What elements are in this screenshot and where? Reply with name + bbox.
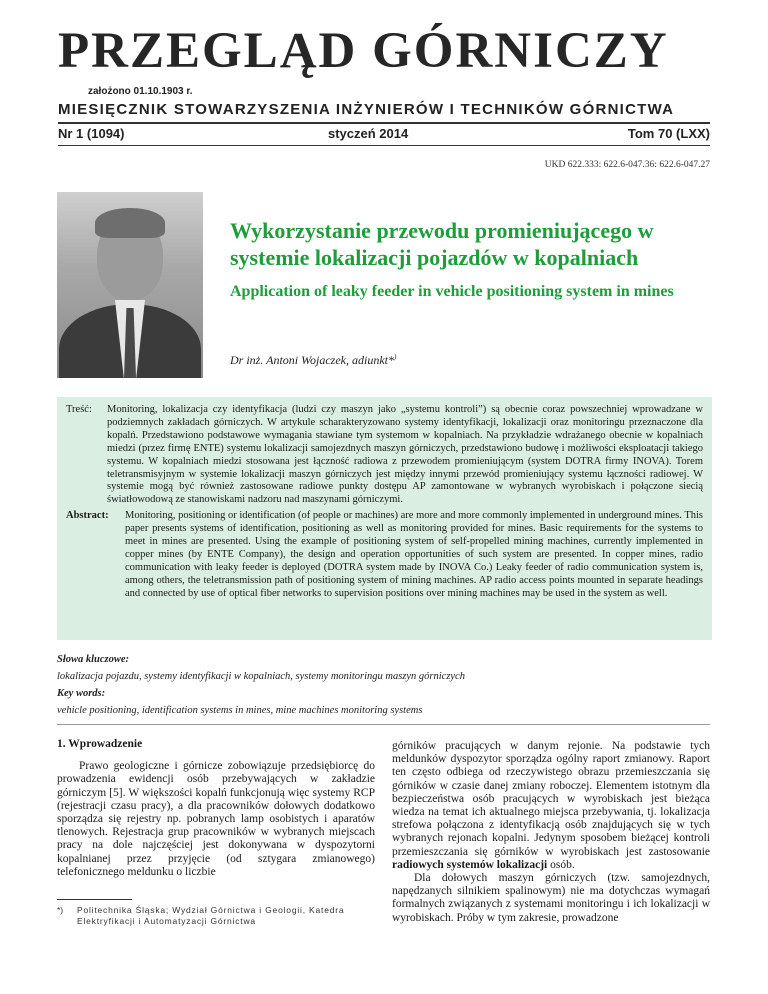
abstract-en-text: Monitoring, positioning or identification (of people or machines) are more and more commonly implemented in underground mines. This paper presents systems of identification, positioning as well as monitoring provided for mines. Basic requirements for the systems to meet in mines are presented. Using the example of positioning system of self-propelled mining machines, currently implemented in copper mines (by ENTE Company), the design and operation opportunities of such system are presented. In copper mines, radio communication with leaky feeder is deployed (DOTRA system made by INOVA Co.) Leaky feeder of radio communication system is, among others, the teletransmission path of positioning system of mining machines. AP radio access points mounted in separate headings and connected by use of optical fiber networks to supervision positions over mining machines may be used in the system as well. (125, 510, 703, 599)
keywords-en-label: Key words: (57, 688, 106, 699)
header-rule (58, 122, 710, 124)
abstract-box (57, 397, 712, 640)
issue-info (58, 126, 710, 144)
issue-volume: Tom 70 (LXX) (627, 126, 710, 141)
issue-date: styczeń 2014 (328, 126, 409, 141)
abstract-pl (66, 404, 703, 507)
author-name: Dr inż. Antoni Wojaczek, adiunkt* (230, 353, 394, 367)
abstract-pl-text: Monitoring, lokalizacja czy identyfikacja (ludzi czy maszyn jako „systemu kontroli”) są obecnie coraz powszechniej wprowadzane w podziemnych zakładach górniczych. W artykule scharakteryzowano systemy identyfikacji, lokalizacji oraz monitoringu przeznaczone dla kopalń. Przedstawiono podstawowe wymagania stawiane tym systemom w kopalniach. Na przykładzie wdrażanego obecnie w kopalniach miedzi (przez firmę ENTE) systemu lokalizacji samojezdnych maszyn górniczych, przedstawiono budowę i możliwości eksploatacji takiego systemu. W kopalniach miedzi stosowana jest łączność radiowa z przewodem promieniującym (system DOTRA firmy INOVA). Torem teletransmisyjnym w systemie lokalizacji maszyn górniczych jest między innymi przewód promieniujący systemu łączności radiowej. W systemie mogą być również zastosowane radiowe punkty dostępu AP zamontowane w wybranych wyrobiskach i połączone siecią światłowodową ze stanowiskami nadzoru nad maszynami górniczymi. (107, 404, 703, 506)
journal-title: PRZEGLĄD GÓRNICZY (58, 23, 669, 79)
author-footnote-mark: ) (394, 353, 397, 361)
body-paragraph-continued: górników pracujących w danym rejonie. Na podstawie tych meldunków dyspozytor sporządza ogólny raport zmianowy. Raport ten często odbiega od rzeczywistego obrazu przemieszczania się górników w czasie danej zmiany roboczej. Elementem istotnym dla bezpieczeństwa osób pracujących w wyrobiskach jest bieżąca wiedza na temat ich aktualnego miejsca przebywania, tj. lokalizacja strefowa połączona z identyfikacją osób znajdujących się w tych wybranych rejonach kopalni. Jedynym sposobem bieżącej kontroli przemieszczania się górników w wyrobiskach jest zastosowanie radiowych systemów lokalizacji osób. (392, 740, 710, 871)
body-paragraph: Dla dołowych maszyn górniczych (tzw. samojezdnych, napędzanych silnikiem spalinowym) nie ma dotychczas wymagań formalnych związanych z systemami monitoringu i ich lokalizacji w wyrobiskach. Próby w tym zakresie, prowadzone (392, 872, 710, 924)
keywords-en-text: vehicle positioning, identification systems in mines, mine machines monitoring systems (57, 705, 423, 716)
keywords-pl-text: lokalizacja pojazdu, systemy identyfikacji w kopalniach, systemy monitoringu maszyn górniczych (57, 671, 465, 682)
footnote (57, 905, 375, 927)
abstract-en (66, 510, 703, 600)
header-rule-bottom (58, 145, 710, 146)
article-title-pl: Wykorzystanie przewodu promieniującego w systemie lokalizacji pojazdów w kopalniach (230, 218, 654, 270)
keywords-pl-label: Słowa kluczowe: (57, 654, 130, 665)
journal-subtitle: MIESIĘCZNIK STOWARZYSZENIA INŻYNIERÓW I TECHNIKÓW GÓRNICTWA (58, 101, 675, 118)
author-photo (57, 192, 203, 378)
founded-date: założono 01.10.1903 r. (88, 86, 193, 97)
body-column-left (57, 738, 375, 879)
emphasis-text: radiowych systemów lokalizacji (392, 858, 548, 871)
footnote-mark: *) (57, 905, 64, 915)
body-paragraph: Prawo geologiczne i górnicze zobowiązuje przedsiębiorcę do prowadzenia ewidencji osób przebywających w zakładzie górniczym [5]. W większości kopalń funkcjonują więc systemy RCP (rejestracji czasu pracy), a dla pracowników dołowych dodatkowo sporządza się rejestry np. pobranych lamp osobistych i aparatów tlenowych. Rejestracja grup pracowników w wybranych miejscach pracy na dole najczęściej jest dokonywana w dyspozytorni kopalnianej przez przyjęcie (od sztygara zmianowego) telefonicznego meldunku o liczbie (57, 760, 375, 878)
author-line (230, 353, 396, 368)
article-title-en: Application of leaky feeder in vehicle positioning system in mines (230, 283, 674, 300)
issue-number: Nr 1 (1094) (58, 126, 125, 141)
abstract-en-label: Abstract: (66, 510, 109, 522)
section-heading: 1. Wprowadzenie (57, 738, 143, 750)
abstract-pl-label: Treść: (66, 404, 92, 415)
body-column-right (392, 740, 710, 925)
ukd-classification: UKD 622.333: 622.6-047.36: 622.6-047.27 (544, 160, 710, 170)
keywords-rule (57, 724, 710, 725)
footnote-rule (57, 899, 132, 900)
footnote-text: Politechnika Śląska; Wydział Górnictwa i Geologii, Katedra Elektryfikacji i Automatyzacji Górnictwa (77, 905, 345, 926)
